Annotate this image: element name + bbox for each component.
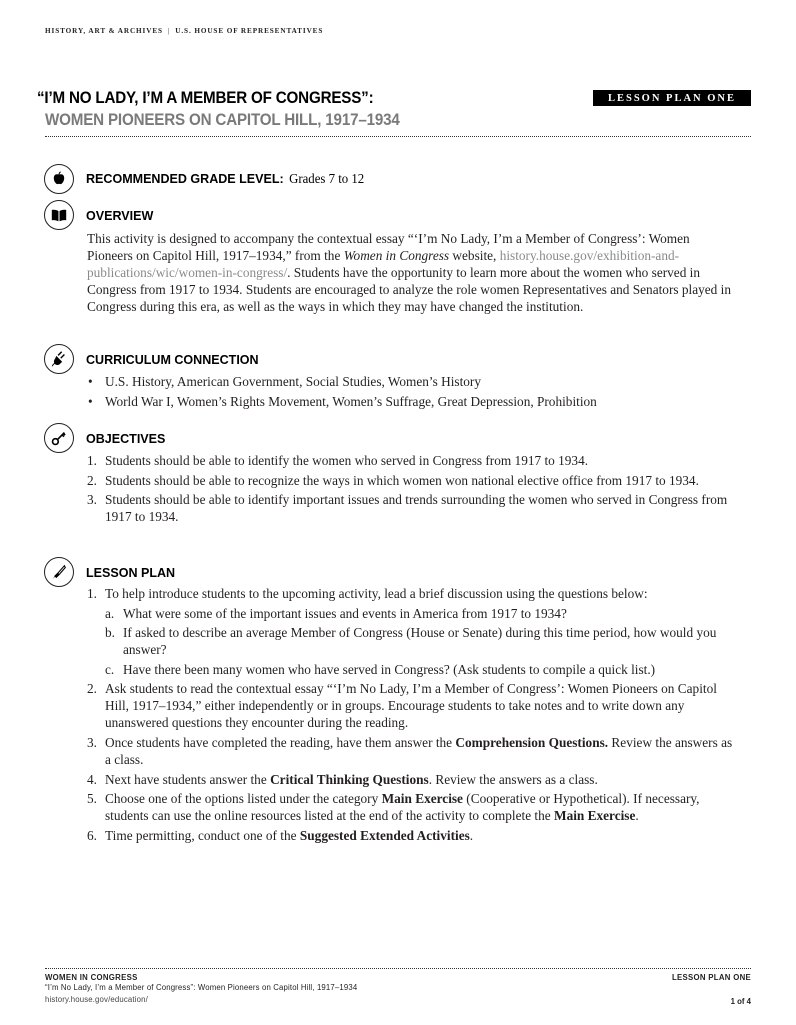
plug-icon [44, 344, 74, 374]
section-overview [44, 200, 754, 335]
section-curriculum-connection [44, 344, 754, 414]
book-icon [44, 200, 74, 230]
footer-divider [45, 968, 751, 969]
grade-level-label: RECOMMENDED GRADE LEVEL: [86, 171, 284, 186]
key-icon [44, 423, 74, 453]
objectives-heading: OBJECTIVES [86, 431, 166, 446]
page-title [37, 89, 430, 130]
page-number: 1 of 4 [730, 997, 751, 1006]
footer-url[interactable]: history.house.gov/education/ [45, 995, 148, 1004]
sub-list-item: b. If asked to describe an average Member of Congress (House or Senate) during this time period, how would you answer? [105, 625, 717, 658]
overview-paragraph: This activity is designed to accompany the contextual essay “‘I’m No Lady, I’m a Member of Congress’: Women Pioneers on Capitol Hill, 1917–1934,” from the Women in Congress website, history.house.gov/exhibition-and-publications/wic/women-in-congress/. Students have the opportunity to learn more about the women who served in Congress from 1917 to 1934. Students are encouraged to analyze the role women Representatives and Senators played in Congress during this era, as well as the ways in which they may have changed the institution. [87, 231, 731, 315]
footer-title: WOMEN IN CONGRESS [45, 973, 138, 982]
curriculum-list [87, 373, 737, 413]
overview-heading: OVERVIEW [86, 208, 154, 223]
discussion-questions [105, 605, 737, 678]
lesson-plan-heading: LESSON PLAN [86, 565, 176, 580]
title-line-1: “I’M NO LADY, I’M A MEMBER OF CONGRESS”: [37, 89, 374, 107]
list-item: 6. Time permitting, conduct one of the Suggested Extended Activities. [87, 827, 474, 843]
list-item: 2. Ask students to read the contextual essay “‘I’m No Lady, I’m a Member of Congress’: Women Pioneers on Capitol Hill, 1917–1934,” either independently or in groups. Encourage students to take notes and to write down any unanswered questions they encounter during the reading. [87, 681, 717, 731]
list-item: 4. Next have students answer the Critical Thinking Questions. Review the answers as a class. [87, 771, 598, 787]
title-line-2: WOMEN PIONEERS ON CAPITOL HILL, 1917–1934 [45, 111, 400, 129]
list-item: • U.S. History, American Government, Social Studies, Women’s History [87, 373, 737, 390]
main-exercise-ref: Main Exercise [381, 791, 463, 807]
apple-icon [44, 164, 74, 194]
lesson-plan-list [87, 585, 737, 846]
main-exercise-ref: Main Exercise [554, 808, 636, 824]
footer-subtitle: “I’m No Lady, I’m a Member of Congress”: Women Pioneers on Capitol Hill, 1917–1934 [45, 983, 358, 992]
objectives-list [87, 452, 737, 528]
header-divider [45, 136, 751, 137]
section-lesson-plan [44, 557, 754, 877]
list-item: 3. Students should be able to identify important issues and trends surrounding the women who served in Congress from 1917 to 1934. [87, 492, 728, 525]
masthead [45, 27, 323, 35]
masthead-right: U.S. HOUSE OF REPRESENTATIVES [175, 27, 324, 35]
sub-list-item: c. Have there been many women who have served in Congress? (Ask students to compile a quick list.) [105, 661, 656, 677]
curriculum-heading: CURRICULUM CONNECTION [86, 352, 259, 367]
list-item: 5. Choose one of the options listed under the category Main Exercise (Cooperative or Hypothetical). If necessary, students can use the online resources listed at the end of the activity to complete the Main Exercise. [87, 791, 700, 824]
list-item: 3. Once students have completed the reading, have them answer the Comprehension Questions. Review the answers as a class. [87, 734, 733, 767]
list-item: 1. To help introduce students to the upcoming activity, lead a brief discussion using the questions below: a. What were some of the important issues and events in America from 1917 to 1934? b. If asked to describe an average Member of Congress (House or Senate) during this time period, how would you answer? c. Have there been many women who have served in Congress? (Ask students to compile a quick list.) [87, 585, 737, 678]
lesson-plan-badge: LESSON PLAN ONE [593, 90, 751, 106]
section-objectives [44, 423, 754, 548]
list-item: 2. Students should be able to recognize the ways in which women won national elective office from 1917 to 1934. [87, 472, 699, 488]
footer-lesson-plan: LESSON PLAN ONE [671, 973, 751, 982]
essay-link[interactable]: history.house.gov/exhibition-and-publications/wic/women-in-congress/ [87, 248, 680, 281]
critical-thinking-ref: Critical Thinking Questions [270, 771, 429, 787]
masthead-separator: | [167, 27, 171, 35]
extended-activities-ref: Suggested Extended Activities [299, 827, 470, 843]
comprehension-questions-ref: Comprehension Questions. [455, 734, 609, 750]
footer-left [45, 973, 357, 1004]
footer-right [672, 973, 751, 1006]
grade-level-value: Grades 7 to 12 [289, 171, 365, 186]
grade-level-heading [86, 171, 364, 187]
section-grade-level [44, 164, 754, 196]
list-item: • World War I, Women’s Rights Movement, Women’s Suffrage, Great Depression, Prohibition [87, 393, 737, 410]
website-name: Women in Congress [343, 248, 450, 264]
list-item: 1. Students should be able to identify the women who served in Congress from 1917 to 1934. [87, 453, 589, 468]
masthead-left: HISTORY, ART & ARCHIVES [45, 27, 163, 35]
sub-list-item: a. What were some of the important issues and events in America from 1917 to 1934? [105, 605, 567, 621]
pencil-icon [44, 557, 74, 587]
